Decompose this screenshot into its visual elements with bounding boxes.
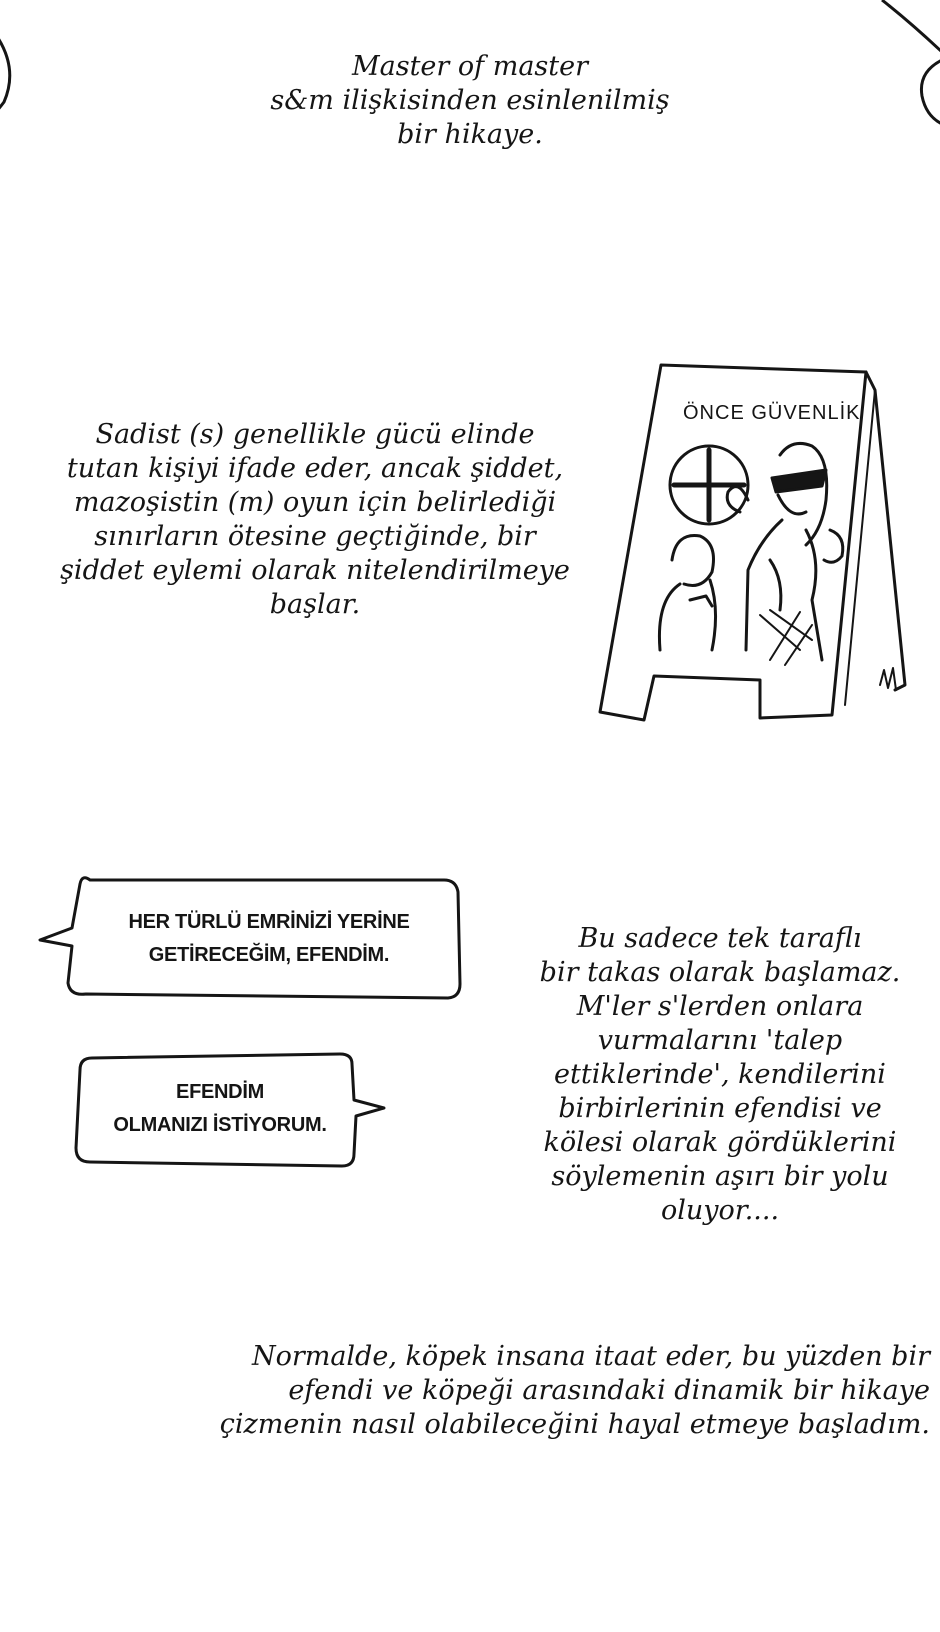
speech-bubble-2-text: EFENDİM OLMANIZI İSTİYORUM. [113, 1081, 327, 1136]
intro-text: Master of master s&m ilişkisinden esinlenilmiş bir hikaye. [270, 51, 670, 150]
speech-bubble-1-text: HER TÜRLÜ EMRİNİZİ YERİNE GETİRECEĞİM, EFENDİM. [128, 911, 410, 966]
sign-title: ÖNCE GÜVENLİK [683, 402, 861, 424]
definition-text: Sadist (s) genellikle gücü elinde tutan kişiyi ifade eder, ancak şiddet, mazoşistin (m) oyun için belirlediği sınırların ötesine geçtiğinde, bir şiddet eylemi olarak nitelendirilmeye başlar. [60, 419, 570, 620]
closing-text: Normalde, köpek insana itaat eder, bu yüzden bir efendi ve köpeği arasındaki dinamik bir hikaye çizmenin nasıl olabileceğini hayal etmeye başladım. [219, 1341, 930, 1440]
explanation-text: Bu sadece tek taraflı bir takas olarak başlamaz. M'ler s'lerden onlara vurmalarını 'talep ettiklerinde', kendilerini birbirlerinin efendisi ve kölesi olarak gördüklerini söylemenin aşırı bir yolu oluyor.... [539, 923, 901, 1226]
